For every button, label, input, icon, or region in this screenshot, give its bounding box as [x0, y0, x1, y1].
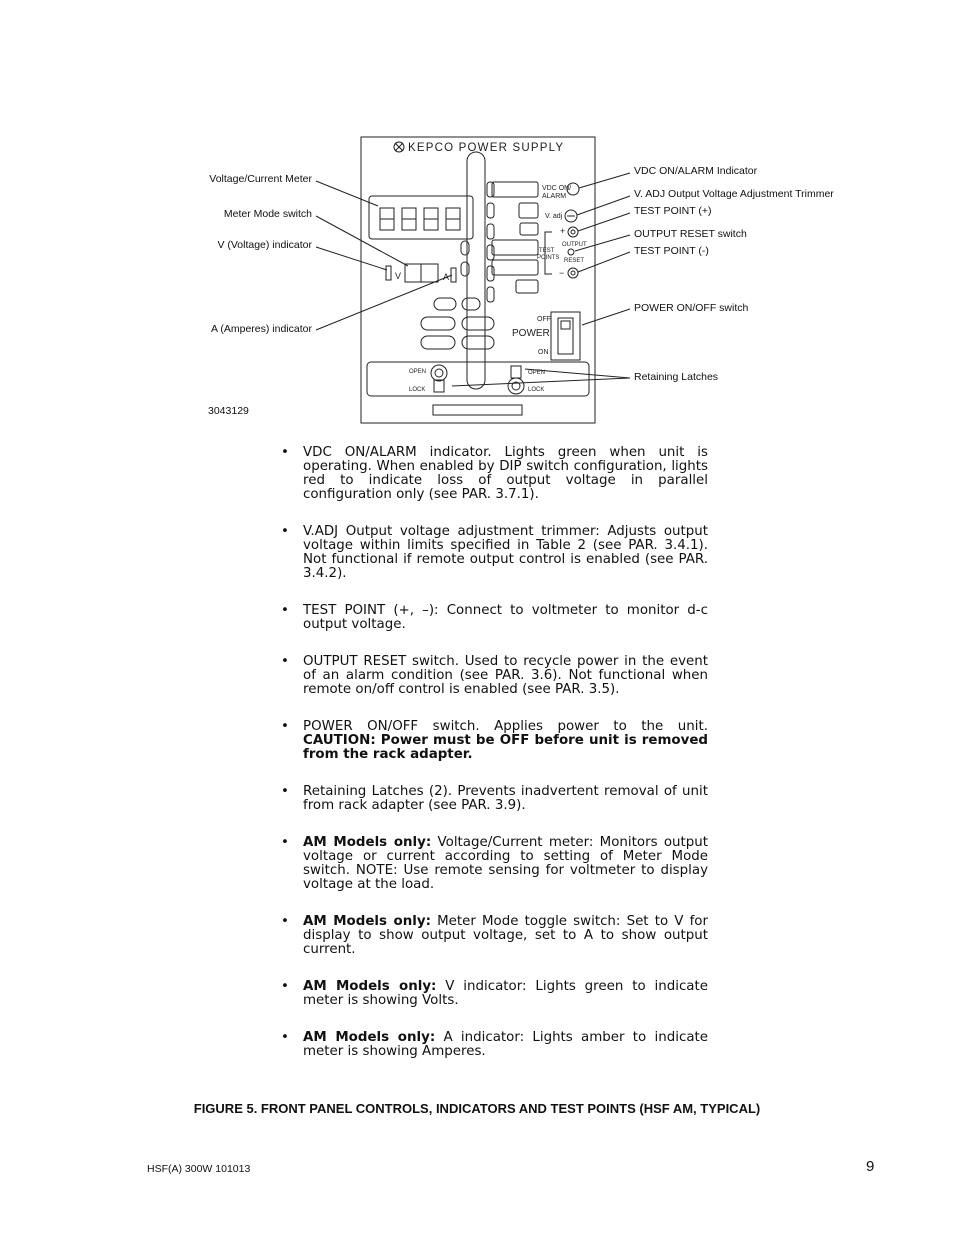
- callout-meter-mode-switch: Meter Mode switch: [223, 208, 312, 220]
- panel-v-letter: V: [395, 271, 402, 281]
- callout-test-point-minus: TEST POINT (-): [634, 245, 709, 257]
- callout-v-adj: V. ADJ Output Voltage Adjustment Trimmer: [634, 188, 834, 200]
- panel-v-adj: V. adj: [545, 213, 563, 220]
- callout-v-indicator: V (Voltage) indicator: [217, 239, 312, 251]
- vent-slots: [421, 182, 538, 349]
- panel-minus: −: [559, 268, 565, 278]
- list-item: • AM Models only: Voltage/Current meter: Monitors output voltage or current according to setting of Meter Mode switch. NOTE: Use remote sensing for voltmeter to display voltage at the load.: [281, 835, 709, 892]
- page-number: 9: [866, 1158, 875, 1175]
- list-item: • V.ADJ Output voltage adjustment trimmer: Adjusts output voltage within limits specified in Table 2 (see PAR. 3.4.1). Not functional if remote output control is enabled (see PAR. 3.4.2).: [281, 524, 708, 581]
- panel-off: OFF: [537, 316, 551, 323]
- panel-output: OUTPUT: [562, 242, 587, 248]
- list-item: • Retaining Latches (2). Prevents inadvertent removal of unit from rack adapter (see PAR. 3.9).: [281, 784, 708, 813]
- panel-lock-right: LOCK: [528, 387, 545, 393]
- panel-reset: RESET: [564, 258, 585, 264]
- bottom-slot: [433, 405, 522, 415]
- panel-lock-left: LOCK: [409, 387, 426, 393]
- front-panel-drawing: [0, 0, 954, 440]
- callout-power-switch: POWER ON/OFF switch: [634, 302, 749, 314]
- panel-vdc-on: VDC ON/: [542, 185, 572, 192]
- figure-caption: FIGURE 5. FRONT PANEL CONTROLS, INDICATORS AND TEST POINTS (HSF AM, TYPICAL): [193, 1101, 761, 1116]
- panel-power: POWER: [512, 328, 550, 339]
- latch-area: [367, 362, 589, 396]
- drawing-number: 3043129: [208, 405, 249, 417]
- panel-open-right: OPEN: [528, 370, 546, 376]
- callout-a-indicator: A (Amperes) indicator: [211, 323, 312, 335]
- panel-a-letter: A: [443, 272, 450, 282]
- panel-open-left: OPEN: [409, 369, 427, 375]
- panel-handle[interactable]: [467, 152, 485, 389]
- list-item: • OUTPUT RESET switch. Used to recycle power in the event of an alarm condition (see PAR. 3.6). Not functional when remote on/off control is enabled (see PAR. 3.5).: [281, 654, 708, 697]
- list-item: • AM Models only: Meter Mode toggle switch: Set to V for display to show output voltage, set to A to show output current.: [281, 914, 708, 957]
- callout-vdc-alarm: VDC ON/ALARM Indicator: [634, 165, 758, 177]
- meter-digits: [380, 208, 460, 230]
- panel-on: ON: [538, 349, 549, 356]
- panel-plus: +: [560, 226, 566, 236]
- meter-display: [369, 196, 473, 239]
- callout-output-reset: OUTPUT RESET switch: [634, 228, 747, 240]
- test-point-minus[interactable]: [568, 268, 578, 278]
- list-item: • VDC ON/ALARM indicator. Lights green when unit is operating. When enabled by DIP switch configuration, lights red to indicate loss of output voltage in parallel configuration only (see PAR. 3.7.1).: [281, 445, 708, 502]
- footer-doc-id: HSF(A) 300W 101013: [147, 1163, 251, 1175]
- left-latch[interactable]: [431, 365, 447, 381]
- power-switch[interactable]: [551, 312, 580, 360]
- description-list: [280, 446, 708, 1059]
- panel-test: TEST: [539, 248, 555, 254]
- test-point-plus[interactable]: [568, 227, 578, 237]
- callout-test-point-plus: TEST POINT (+): [634, 205, 712, 217]
- front-panel-figure: [0, 0, 954, 440]
- list-item: • TEST POINT (+, –): Connect to voltmeter to monitor d-c output voltage.: [281, 603, 708, 632]
- panel-alarm: ALARM: [542, 193, 567, 200]
- list-item: • POWER ON/OFF switch. Applies power to the unit. CAUTION: Power must be OFF before unit is removed from the rack adapter.: [281, 719, 708, 762]
- v-indicator: [386, 266, 391, 280]
- callout-retaining-latches: Retaining Latches: [634, 371, 719, 383]
- callout-voltage-current-meter: Voltage/Current Meter: [209, 173, 312, 185]
- panel-title: KEPCO POWER SUPPLY: [408, 142, 565, 154]
- output-reset-switch[interactable]: [568, 249, 574, 255]
- right-latch[interactable]: [508, 378, 524, 394]
- panel-points: POINTS: [537, 255, 560, 261]
- list-item: • AM Models only: A indicator: Lights amber to indicate meter is showing Amperes.: [281, 1030, 709, 1059]
- list-item: • AM Models only: V indicator: Lights green to indicate meter is showing Volts.: [281, 979, 709, 1008]
